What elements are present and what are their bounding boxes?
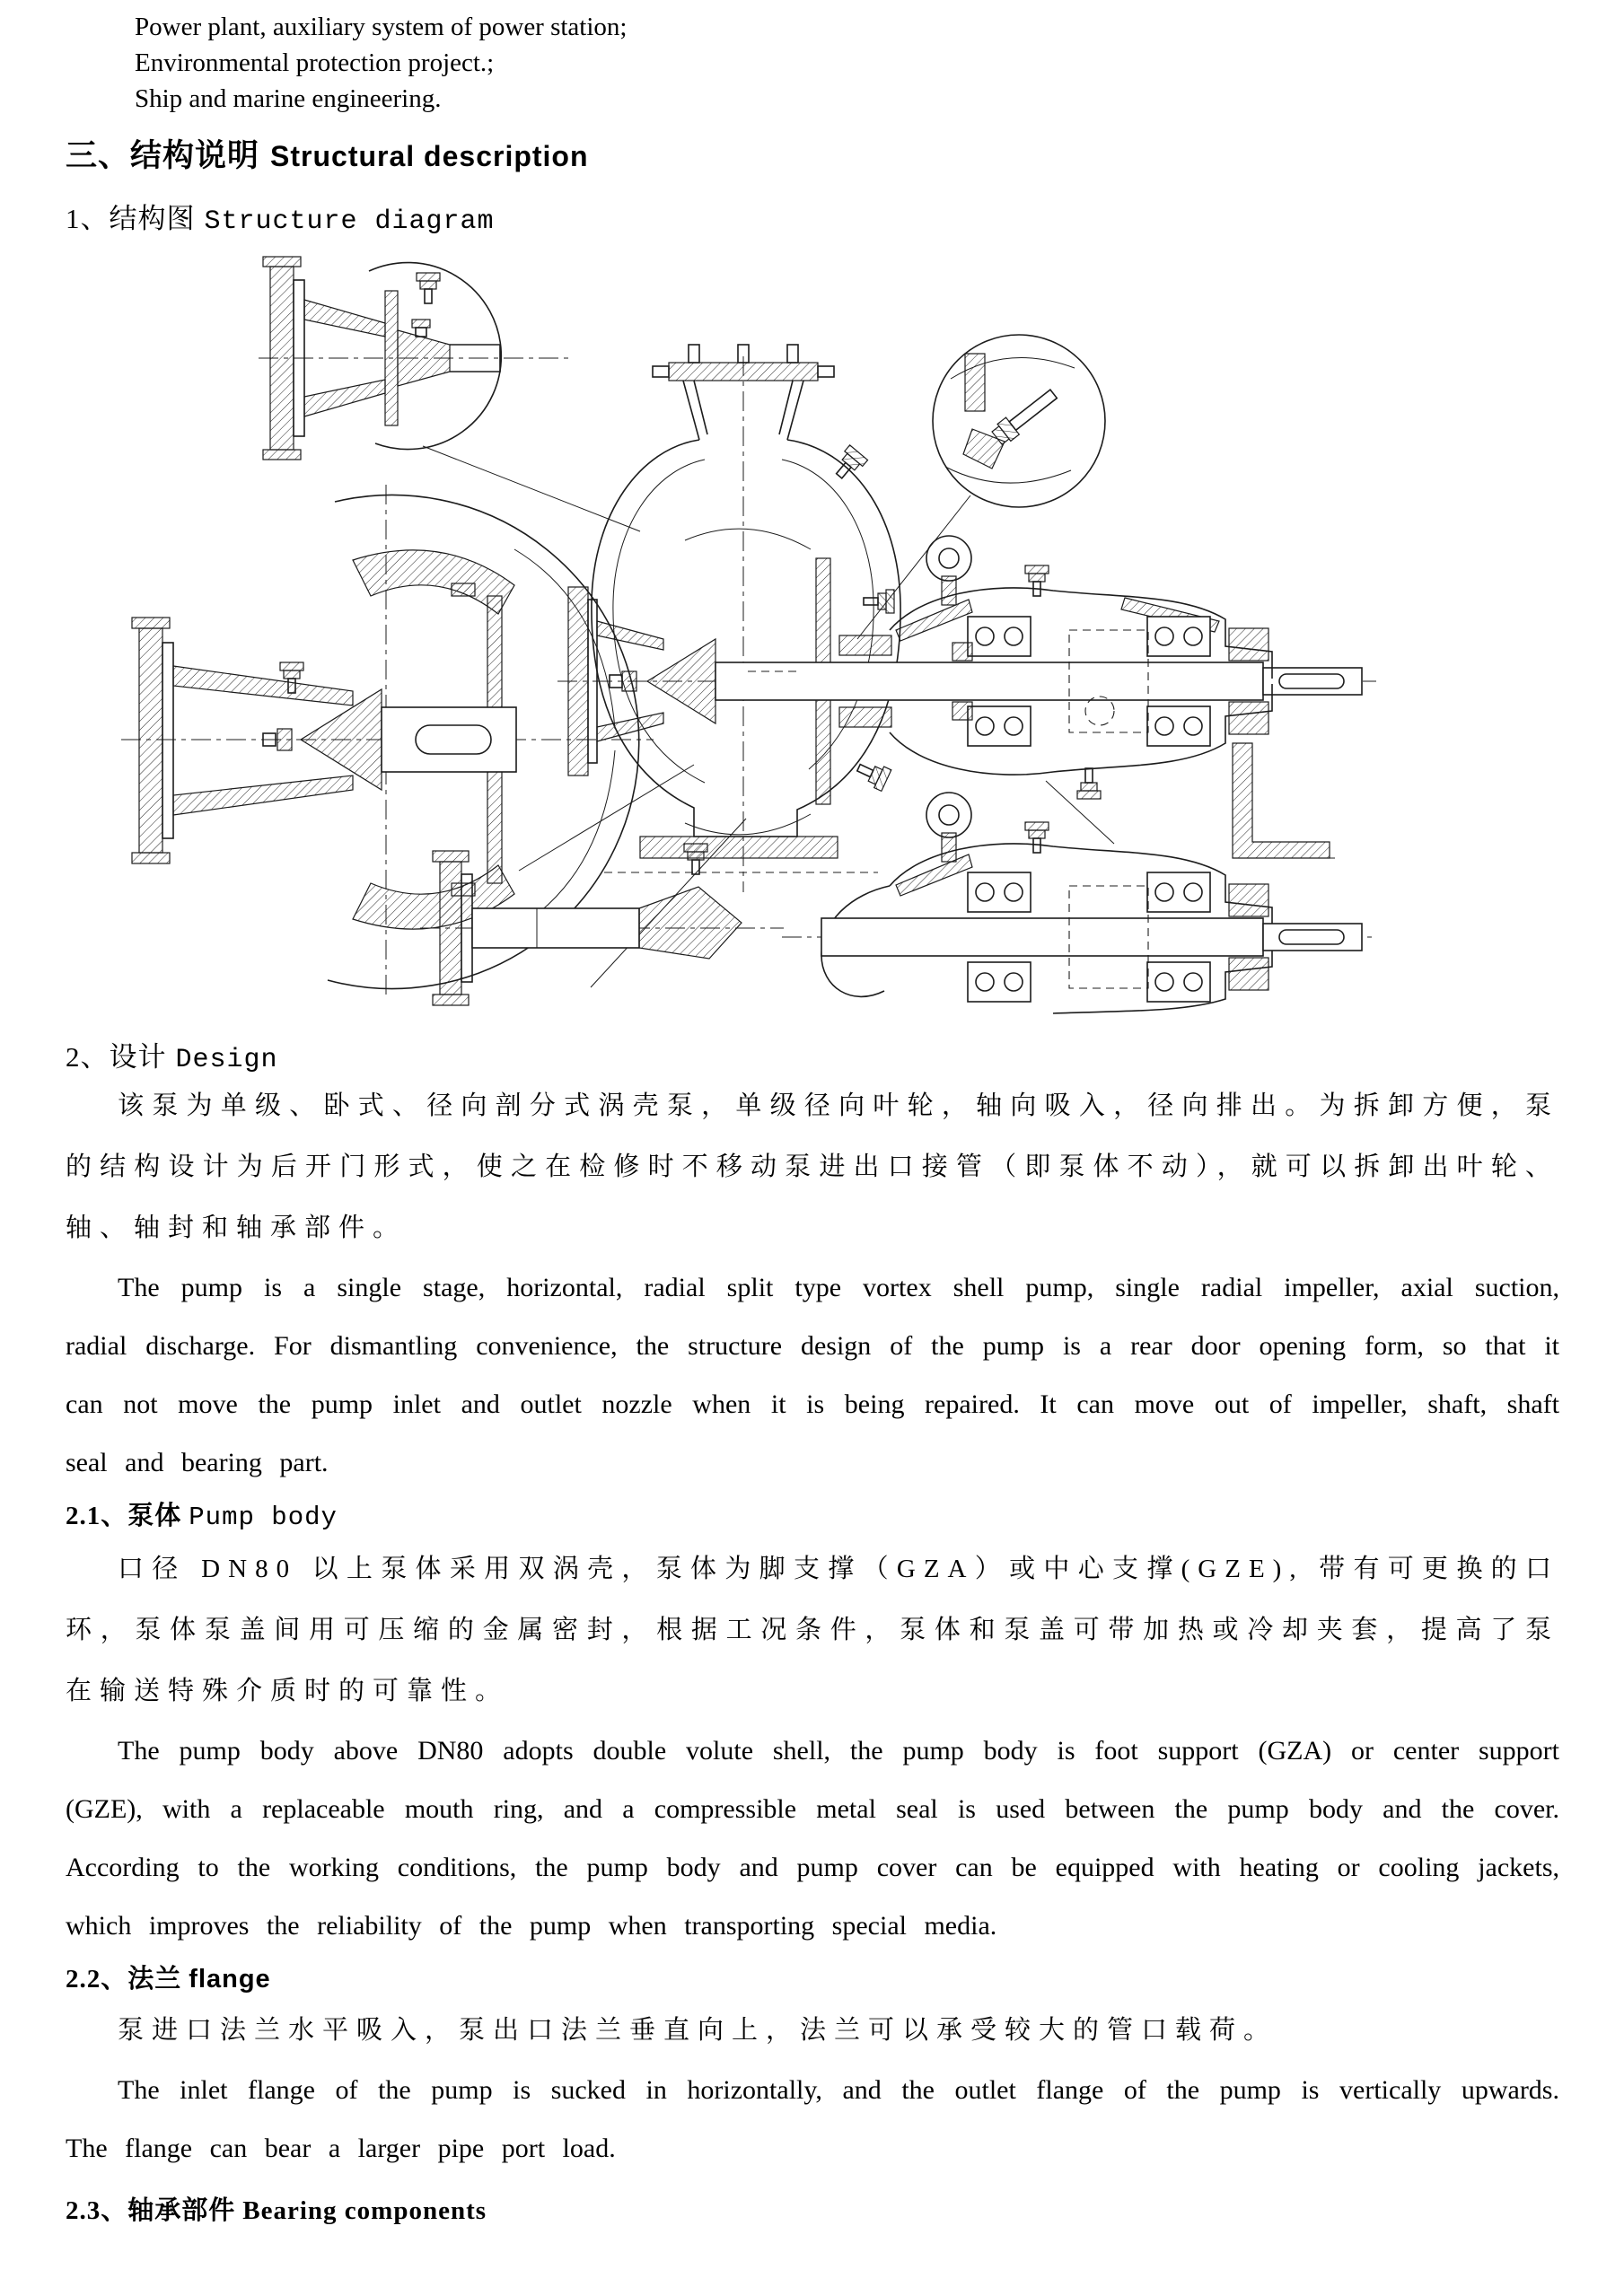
application-line: Ship and marine engineering.: [135, 84, 442, 113]
heading-cn: 轴承部件: [127, 2196, 236, 2225]
heading-en: flange: [189, 1965, 271, 1994]
section-heading-structural-description: [66, 131, 1559, 176]
heading-number: 2.1、: [66, 1502, 128, 1530]
subheading-cn: 2、设计: [66, 1041, 167, 1073]
heading-cn: 法兰: [127, 1965, 182, 1994]
heading-en: Pump body: [189, 1503, 338, 1532]
detail-suction-nozzle: [259, 257, 568, 460]
section-heading-en: Structural description: [270, 140, 589, 172]
pump-body-paragraph-cn: 口径 DN80 以上泵体采用双涡壳，泵体为脚支撑（GZA）或中心支撑(GZE), 带有可更换的口环，泵体泵盖间用可压缩的金属密封，根据工况条件，泵体和泵盖可带加热或冷却夹套，提高了泵在输送特殊介质时的可靠性。: [66, 1555, 1559, 1705]
design-paragraph-cn: 该泵为单级、卧式、径向剖分式涡壳泵，单级径向叶轮，轴向吸入，径向排出。为拆卸方便，泵的结构设计为后开门形式，使之在检修时不移动泵进出口接管（即泵体不动），就可以拆卸出叶轮、轴、轴封和轴承部件。: [66, 1091, 1559, 1242]
design-paragraph-en: The pump is a single stage, horizontal, radial split type vortex shell pump, single radial impeller, axial suction, radial discharge. For dismantling convenience, the structure design of the pump is a rear door opening form, so that it can not move the pump inlet and outlet nozzle when it is being repaired. It can move out of impeller, shaft, shaft seal and bearing part.: [66, 1273, 1559, 1477]
application-line: Environmental protection project.;: [135, 48, 495, 77]
pump-structure-diagram: [66, 244, 1558, 1014]
subheading-cn: 1、结构图: [66, 203, 196, 234]
bearing-assembly-lower: [782, 793, 1376, 1013]
heading-flange: [66, 1959, 1559, 2000]
application-list: [66, 9, 1559, 117]
pump-structure-drawing: [66, 244, 1558, 1014]
heading-number: 2.2、: [66, 1965, 128, 1994]
application-line: Power plant, auxiliary system of power station;: [135, 13, 628, 41]
subheading-en: Structure diagram: [204, 206, 495, 237]
pump-shaft: [715, 662, 1362, 700]
heading-number: 2.3、: [66, 2196, 128, 2225]
subheading-design: [66, 1034, 1559, 1075]
part-shaft-stud: [420, 851, 784, 1005]
heading-en: Bearing components: [242, 2196, 487, 2225]
pump-body-paragraph-en: The pump body above DN80 adopts double volute shell, the pump body is foot support (GZA) or center support (GZE), with a replaceable mouth ring, and a compressible metal seal is used between the pump body and the cover. According to the working conditions, the pump body and pump cover can be equipped with heating or cooling jackets, which improves the reliability of the pump when transporting special media.: [66, 1736, 1559, 1941]
heading-pump-body: [66, 1495, 1559, 1538]
subheading-structure-diagram: [66, 196, 1559, 237]
heading-bearing-components: [66, 2190, 1559, 2231]
subheading-en: Design: [175, 1045, 278, 1075]
section-heading-cn: 三、结构说明: [66, 138, 260, 173]
flange-paragraph-en: The inlet flange of the pump is sucked in horizontally, and the outlet flange of the pump is vertically upwards. The flange can bear a larger pipe port load.: [66, 2075, 1559, 2163]
flange-paragraph-cn: 泵进口法兰水平吸入，泵出口法兰垂直向上，法兰可以承受较大的管口载荷。: [118, 2016, 1278, 2045]
main-pump-assembly: [557, 345, 1376, 892]
heading-cn: 泵体: [127, 1502, 182, 1530]
